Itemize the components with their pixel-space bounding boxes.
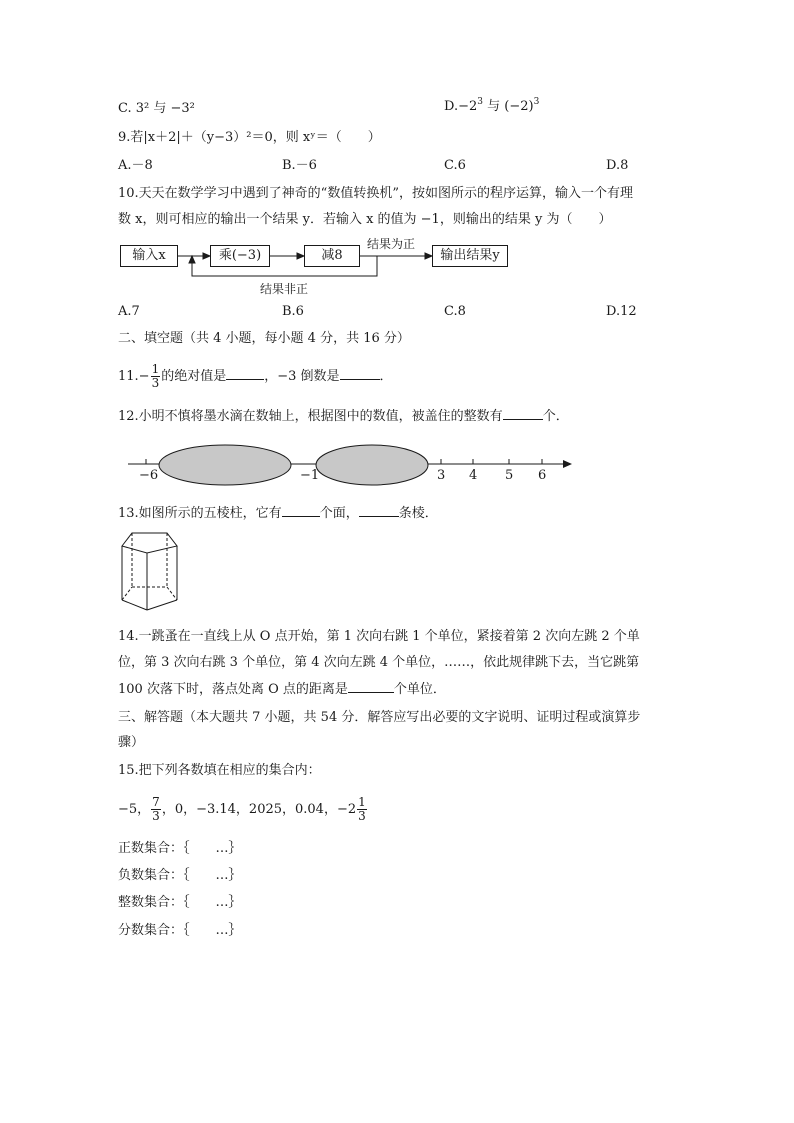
number-line — [0, 440, 794, 490]
q10-option-c: C.8 — [444, 304, 466, 319]
q14-line2: 位，第 3 次向右跳 3 个单位，第 4 次向左跳 4 个单位，……，依此规律跳下去，当它跳第 — [118, 655, 640, 670]
q15-fraction-2 — [357, 796, 367, 822]
q15-nums-b: ，0，−3.14，2025，0.04，−2 — [161, 802, 357, 817]
q8-option-d-prefix: D.−2 — [444, 99, 478, 114]
q14-line1: 14.一跳蚤在一直线上从 O 点开始，第 1 次向右跳 1 个单位，紧接着第 2 次向左跳 2 个单 — [118, 629, 640, 644]
q11-blank-2[interactable] — [340, 378, 380, 380]
q15-stem: 15.把下列各数填在相应的集合内： — [118, 763, 321, 778]
flow-output-box: 输出结果y — [432, 245, 508, 267]
q12-end: 个． — [542, 409, 569, 424]
q12-text — [118, 410, 569, 423]
q9-option-d: D.8 — [606, 158, 629, 173]
q8-option-d-exp1: 3 — [477, 97, 483, 107]
q13-blank-1[interactable] — [282, 515, 320, 517]
set-negative: 负数集合：｛ …｝ — [118, 868, 242, 883]
flow-subtract-box: 减8 — [304, 245, 360, 267]
q15-frac2-num: 1 — [358, 795, 366, 810]
ink-blot-right — [316, 445, 428, 485]
flow-multiply-box: 乘(−3) — [210, 245, 270, 267]
axis-label-neg1: −1 — [300, 468, 320, 483]
q14-line3-text: 100 次落下时，落点处离 O 点的距离是 — [118, 682, 348, 697]
q11-prefix: 11.− — [118, 369, 150, 384]
q11-fraction — [151, 363, 161, 389]
q13-text — [118, 507, 438, 520]
q15-nums-a: −5， — [118, 802, 151, 817]
q11-blank-1[interactable] — [226, 378, 264, 380]
q12-blank[interactable] — [503, 418, 543, 420]
section-2-heading: 二、填空题（共 4 小题，每小题 4 分，共 16 分） — [118, 331, 410, 346]
set-integer: 整数集合：｛ …｝ — [118, 895, 242, 910]
q8-option-d-exp2: 3 — [533, 97, 540, 107]
q15-numbers — [118, 793, 368, 827]
q15-frac1-num: 7 — [152, 795, 160, 810]
flow-input-box: 输入x — [120, 245, 178, 267]
ink-blot-left — [159, 445, 291, 485]
q11-frac-den: 3 — [151, 376, 160, 390]
q9-option-b: B.－6 — [282, 158, 317, 173]
section-3-heading-line1: 三、解答题（本大题共 7 小题，共 54 分．解答应写出必要的文字说明、证明过程或演算步 — [118, 710, 641, 725]
q9-option-a: A.－8 — [118, 158, 153, 173]
set-positive: 正数集合：｛ …｝ — [118, 841, 242, 856]
q9-stem: 9.若|x＋2|＋（y−3）²＝0，则 xʸ＝（ ） — [118, 130, 381, 145]
q11-frac-num: 1 — [151, 362, 160, 377]
q15-fraction-1 — [151, 796, 161, 822]
axis-label-neg6: −6 — [139, 468, 159, 483]
q10-line1: 10.天天在数学学习中遇到了神奇的“数值转换机”，按如图所示的程序运算，输入一个有理 — [118, 186, 633, 201]
pentagonal-prism-figure — [110, 525, 190, 615]
axis-label-3: 3 — [437, 468, 446, 483]
q15-frac2-den: 3 — [358, 809, 366, 823]
q13-stem: 13.如图所示的五棱柱，它有 — [118, 506, 282, 521]
flow-nonpositive-label: 结果非正 — [260, 282, 309, 296]
q14-blank[interactable] — [348, 691, 394, 693]
flow-positive-label: 结果为正 — [367, 237, 416, 251]
q14-line3-end: 个单位． — [393, 682, 446, 697]
q11-middle2: ，−3 倒数是 — [264, 369, 340, 384]
q13-mid: 个面， — [319, 506, 359, 521]
q8-option-d-mid: 与 (−2) — [483, 99, 534, 114]
q15-frac1-den: 3 — [152, 809, 160, 823]
q13-blank-2[interactable] — [359, 515, 399, 517]
q10-option-a: A.7 — [118, 304, 140, 319]
q11-middle: 的绝对值是 — [161, 369, 227, 384]
axis-label-4: 4 — [469, 468, 478, 483]
q14-line3 — [118, 683, 446, 696]
axis-label-5: 5 — [505, 468, 514, 483]
q10-option-b: B.6 — [282, 304, 304, 319]
section-3-heading-line2: 骤） — [118, 735, 145, 750]
set-fraction: 分数集合：｛ …｝ — [118, 923, 242, 938]
q9-option-c: C.6 — [444, 158, 466, 173]
q10-line2: 数 x，则可相应的输出一个结果 y．若输入 x 的值为 −1，则输出的结果 y 为（ ） — [118, 212, 612, 227]
q8-option-c: C. 3² 与 −3² — [118, 101, 195, 116]
q12-stem: 12.小明不慎将墨水滴在数轴上，根据图中的数值，被盖住的整数有 — [118, 409, 503, 424]
q11 — [118, 360, 393, 394]
q10-option-d: D.12 — [606, 304, 637, 319]
axis-label-6: 6 — [538, 468, 547, 483]
q13-end: 条棱． — [398, 506, 438, 521]
q11-end: ． — [379, 369, 393, 384]
